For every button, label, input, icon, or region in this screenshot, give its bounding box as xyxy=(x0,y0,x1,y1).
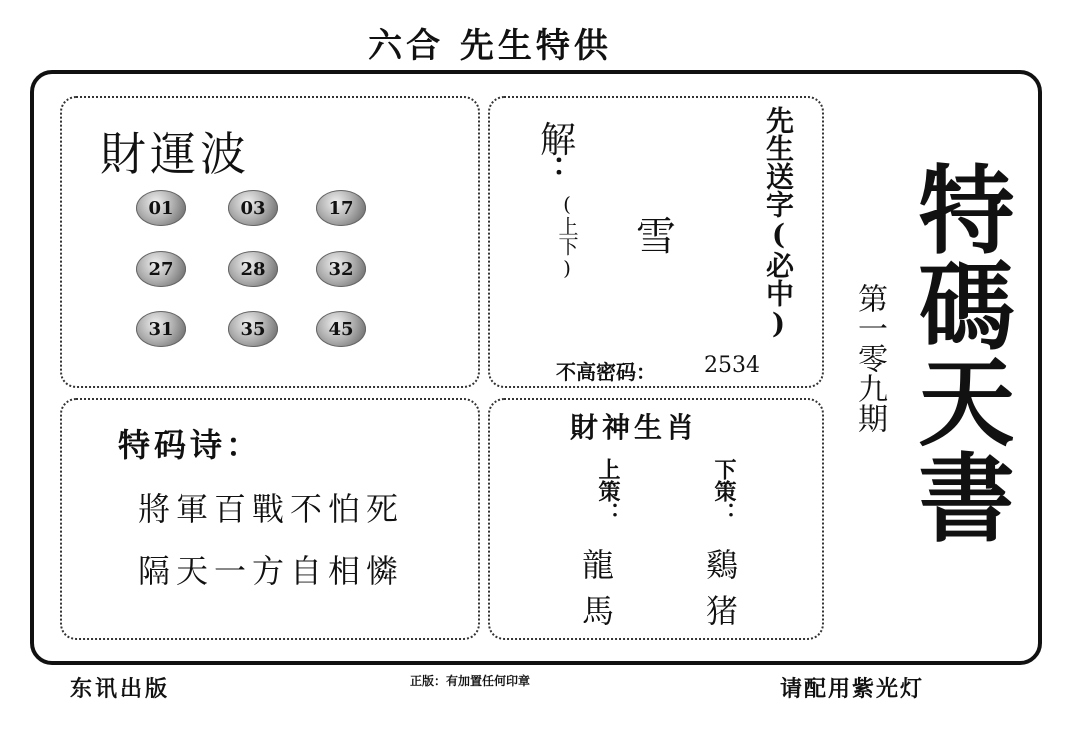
zodiac-animal: 馬 xyxy=(582,592,615,630)
authenticity-note: 正版：有加置任何印章 xyxy=(410,674,531,688)
zodiac-animal: 龍 xyxy=(582,546,615,584)
number-ball: 45 xyxy=(316,311,366,347)
number-ball: 27 xyxy=(136,251,186,287)
sender-text: 先生送字(必中) xyxy=(762,106,795,340)
lower-strategy-label: 下策： xyxy=(711,458,736,524)
number-ball: 31 xyxy=(136,311,186,347)
publisher-text: 东讯出版 xyxy=(70,677,171,702)
zodiac-animal: 猪 xyxy=(706,592,739,630)
number-ball: 17 xyxy=(316,190,366,226)
poem-line: 將軍百戰不怕死 xyxy=(138,490,405,528)
poem-line: 隔天一方自相憐 xyxy=(138,552,405,590)
jie-label: 解 xyxy=(540,120,577,161)
clue-character: 雪 xyxy=(636,214,676,260)
zodiac-title: 財神生肖 xyxy=(570,411,699,444)
upper-strategy-label: 上策： xyxy=(595,458,620,524)
wealth-wave-title: 財運波 xyxy=(100,127,250,181)
number-ball: 28 xyxy=(228,251,278,287)
secret-code-value: 2534 xyxy=(704,353,760,378)
secret-code-label: 不高密码： xyxy=(556,360,656,384)
number-ball: 03 xyxy=(228,190,278,226)
uv-light-note: 请配用紫光灯 xyxy=(780,677,925,702)
jie-colon: ： xyxy=(552,148,582,183)
number-ball: 01 xyxy=(136,190,186,226)
number-ball: 35 xyxy=(228,311,278,347)
hint-text: (上下) xyxy=(555,192,579,280)
poem-title: 特码诗： xyxy=(118,426,263,464)
main-title: 特碼天書 xyxy=(903,160,1016,544)
number-ball: 32 xyxy=(316,251,366,287)
page-title: 六合 先生特供 xyxy=(368,26,612,66)
zodiac-animal: 鷄 xyxy=(706,546,739,584)
issue-number: 第一零九期 xyxy=(852,283,887,433)
